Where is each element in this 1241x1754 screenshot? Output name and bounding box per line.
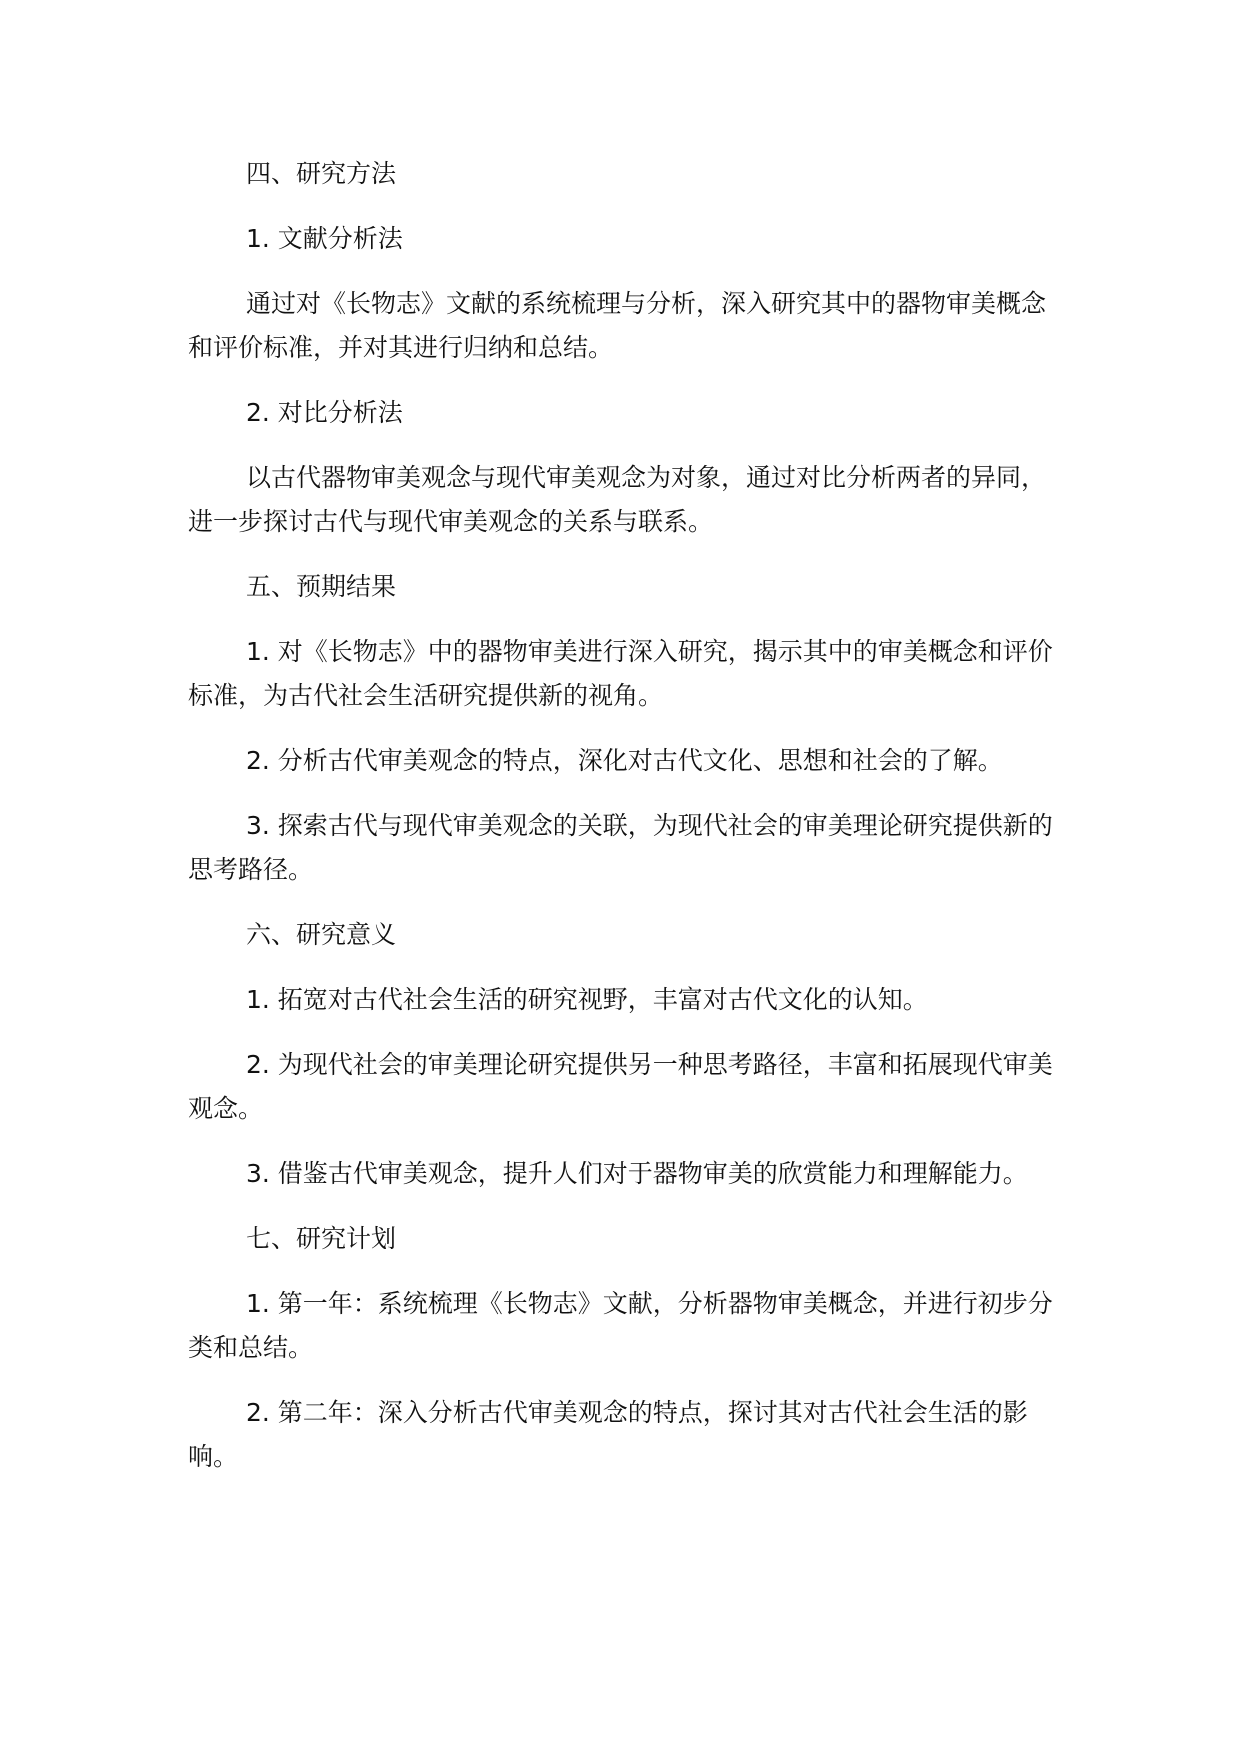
section-heading-research-plan: 七、研究计划 bbox=[246, 1224, 397, 1253]
list-item-significance-1: 1. 拓宽对古代社会生活的研究视野，丰富对古代文化的认知。 bbox=[246, 985, 928, 1014]
list-item-expected-result-1: 1. 对《长物志》中的器物审美进行深入研究，揭示其中的审美概念和评价标准，为古代社会生活研究提供新的视角。 bbox=[188, 637, 1053, 710]
list-item-expected-result-2: 2. 分析古代审美观念的特点，深化对古代文化、思想和社会的了解。 bbox=[246, 746, 1003, 775]
list-item-significance-3: 3. 借鉴古代审美观念，提升人们对于器物审美的欣赏能力和理解能力。 bbox=[246, 1159, 1028, 1188]
subheading-literature-analysis: 1. 文献分析法 bbox=[246, 224, 403, 253]
section-heading-significance: 六、研究意义 bbox=[246, 920, 397, 949]
paragraph-literature-analysis: 通过对《长物志》文献的系统梳理与分析，深入研究其中的器物审美概念和评价标准，并对其进行归纳和总结。 bbox=[188, 289, 1047, 362]
list-item-plan-year-1: 1. 第一年：系统梳理《长物志》文献，分析器物审美概念，并进行初步分类和总结。 bbox=[188, 1289, 1053, 1362]
document-body bbox=[188, 152, 1068, 1500]
section-heading-expected-results: 五、预期结果 bbox=[246, 572, 397, 601]
paragraph-comparative-analysis: 以古代器物审美观念与现代审美观念为对象，通过对比分析两者的异同，进一步探讨古代与现代审美观念的关系与联系。 bbox=[188, 463, 1047, 536]
section-heading-research-methods: 四、研究方法 bbox=[246, 159, 397, 188]
subheading-comparative-analysis: 2. 对比分析法 bbox=[246, 398, 403, 427]
list-item-significance-2: 2. 为现代社会的审美理论研究提供另一种思考路径，丰富和拓展现代审美观念。 bbox=[188, 1050, 1053, 1123]
list-item-expected-result-3: 3. 探索古代与现代审美观念的关联，为现代社会的审美理论研究提供新的思考路径。 bbox=[188, 811, 1053, 884]
list-item-plan-year-2: 2. 第二年：深入分析古代审美观念的特点，探讨其对古代社会生活的影响。 bbox=[188, 1398, 1028, 1471]
